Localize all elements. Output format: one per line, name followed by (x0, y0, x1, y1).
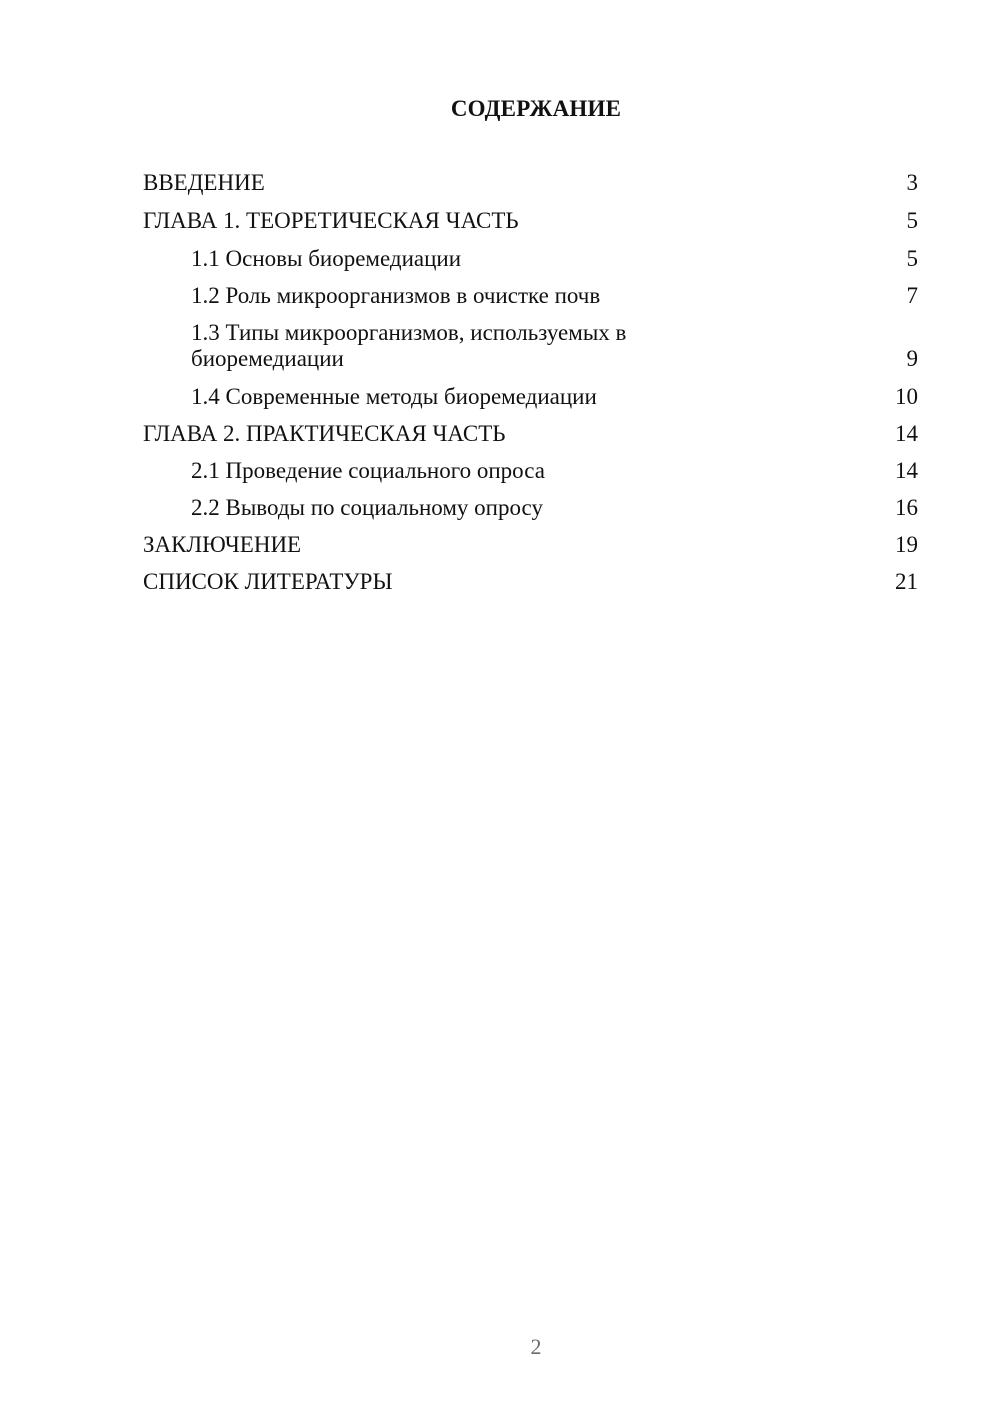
toc-entry-label: ГЛАВА 2. ПРАКТИЧЕСКАЯ ЧАСТЬ (143, 421, 506, 446)
toc-entry-page: 9 (906, 346, 918, 371)
toc-entry-label: 2.1 Проведение социального опроса (191, 458, 545, 483)
toc-entry-references (143, 569, 918, 595)
toc-entry-label: 1.3 Типы микроорганизмов, используемых в биоремедиации (191, 320, 627, 371)
toc-entry-label: ВВЕДЕНИЕ (143, 170, 265, 195)
toc-entry-section-1-3 (143, 320, 918, 372)
toc-entry-label: 1.2 Роль микроорганизмов в очистке почв (191, 283, 601, 308)
toc-entry-page: 14 (895, 458, 918, 483)
toc-entry-introduction (143, 170, 918, 196)
toc-entry-page: 16 (895, 495, 918, 520)
toc-entry-conclusion (143, 532, 918, 558)
toc-entry-label: 1.4 Современные методы биоремедиации (191, 384, 597, 409)
toc-entry-page: 5 (906, 246, 918, 271)
toc-entry-label: 1.1 Основы биоремедиации (191, 246, 462, 271)
toc-entry-page: 14 (895, 421, 918, 446)
toc-entry-section-2-2 (143, 495, 918, 521)
toc-entry-page: 5 (906, 208, 918, 233)
toc-entry-section-1-1 (143, 246, 918, 272)
toc-entry-label: ЗАКЛЮЧЕНИЕ (143, 532, 302, 557)
toc-entry-label: СПИСОК ЛИТЕРАТУРЫ (143, 569, 393, 594)
toc-entry-section-2-1 (143, 458, 918, 484)
toc-entry-section-1-2 (143, 283, 918, 309)
toc-entry-page: 21 (895, 569, 918, 594)
toc-entry-page: 3 (906, 170, 918, 195)
toc-entry-label: 2.2 Выводы по социальному опросу (191, 495, 543, 520)
toc-entry-chapter-1 (143, 208, 918, 234)
toc-entry-page: 7 (906, 283, 918, 308)
toc-entry-page: 10 (895, 384, 918, 409)
toc-entry-chapter-2 (143, 421, 918, 447)
toc-entry-page: 19 (895, 532, 918, 557)
toc-entry-label: ГЛАВА 1. ТЕОРЕТИЧЕСКАЯ ЧАСТЬ (143, 208, 519, 233)
page-number: 2 (530, 1334, 542, 1359)
toc-entry-section-1-4 (143, 384, 918, 410)
page-title: СОДЕРЖАНИЕ (450, 96, 622, 121)
